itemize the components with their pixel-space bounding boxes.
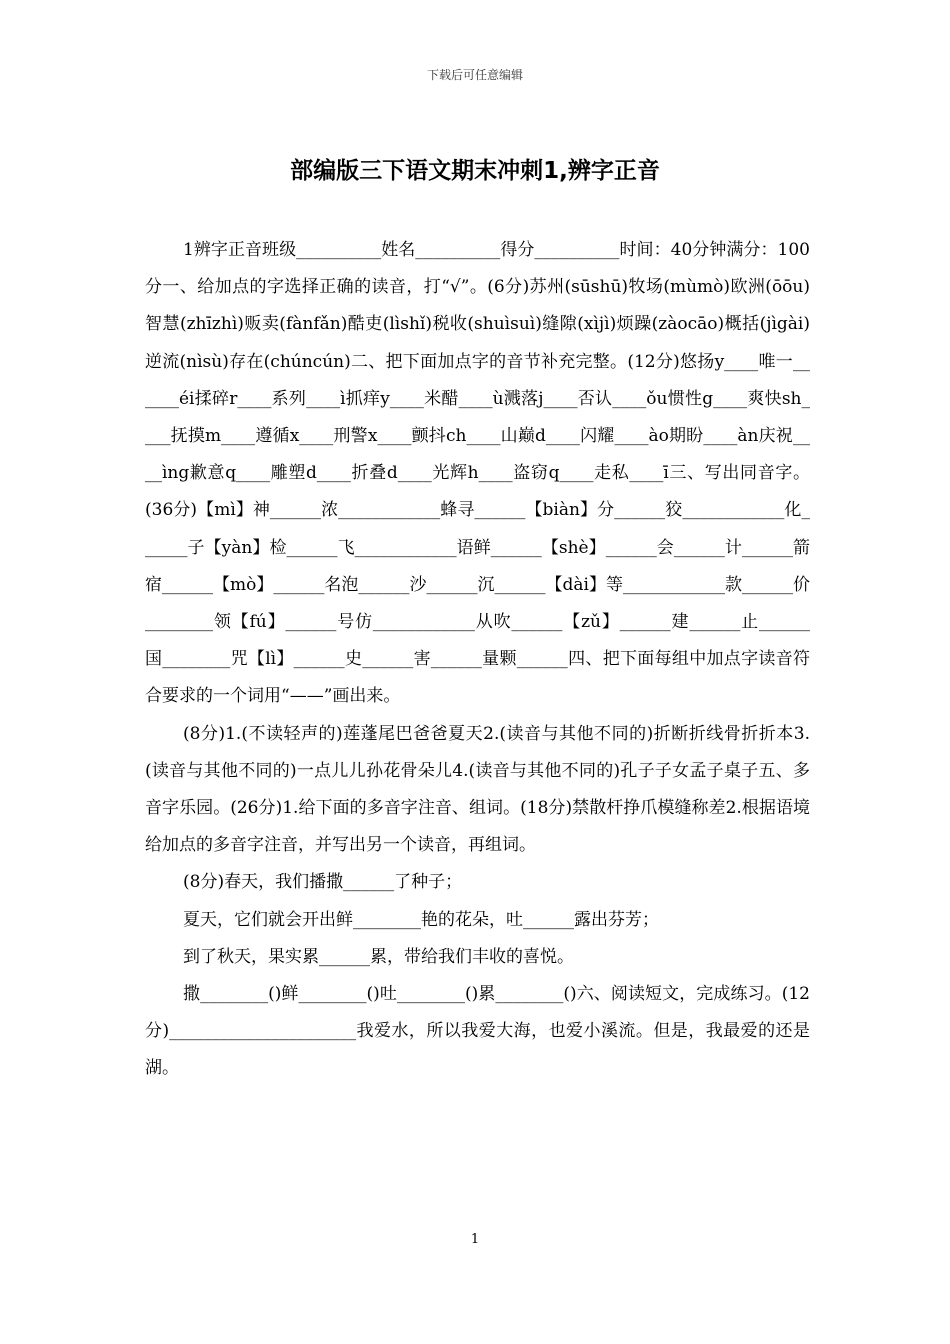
paragraph-2: (8分)1.(不读轻声的)莲蓬尾巴爸爸夏天2.(读音与其他不同的)折断折线骨折折本3.(读音与其他不同的)一点儿儿孙花骨朵儿4.(读音与其他不同的)孔子子女孟子桌子五、多音字乐园。(26分)1.给下面的多音字注音、组词。(18分)禁散杆挣爪模缝称差2.根据语境给加点的多音字注音，并写出另一个读音，再组词。	[145, 723, 810, 856]
paragraph-4: 夏天，它们就会开出鲜________艳的花朵，吐______露出芬芳；	[183, 909, 659, 930]
page-header: 下载后可任意编辑	[426, 68, 523, 82]
paragraph-5: 到了秋天，果实累______累，带给我们丰收的喜悦。	[183, 946, 574, 967]
document-title: 部编版三下语文期末冲刺1,辨字正音	[290, 158, 660, 184]
paragraph-6: 撒________()鲜________()吐________()累________()六、阅读短文，完成练习。(12分)______________________我爱水，所以我爱大海，也爱小溪流。但是，我最爱的还是湖。	[145, 984, 810, 1079]
document-body	[145, 232, 810, 1088]
paragraph-3: (8分)春天，我们播撒______了种子；	[183, 872, 463, 893]
paragraph-1: 1辨字正音班级__________姓名__________得分__________时间：40分钟满分：100分一、给加点的字选择正确的读音，打“√”。(6分)苏州(sūshū)牧场(mùmò)欧洲(ōōu)智慧(zhīzhì)贩卖(fànfǎn)酷吏(lìshǐ)税收(shuìsuì)缝隙(xìjì)烦躁(zàocāo)概括(jìgài)逆流(nìsù)存在(chúncún)二、把下面加点字的音节补充完整。(12分)悠扬y____唯一______éi揉碎r____系列____ì抓痒y____米醋____ù溅落j____否认____ǒu惯性g____爽快sh____抚摸m____遵循x____刑警x____颤抖ch____山巅d____闪耀____ào期盼____àn庆祝____ìng歉意q____雕塑d____折叠d____光辉h____盗窃q____走私____ī三、写出同音字。(36分)【mì】神______浓____________蜂寻______【biàn】分______狡____________化______子【yàn】检______飞____________语鲜______【shè】______会______计______箭宿______【mò】______名泡______沙______沉______【dài】等____________款______价________领【fú】______号仿____________从吹______【zǔ】______建______止______国________咒【lì】______史______害______量颗______四、把下面每组中加点字读音符合要求的一个词用“——”画出来。	[145, 240, 810, 707]
page-number: 1	[470, 1232, 480, 1247]
